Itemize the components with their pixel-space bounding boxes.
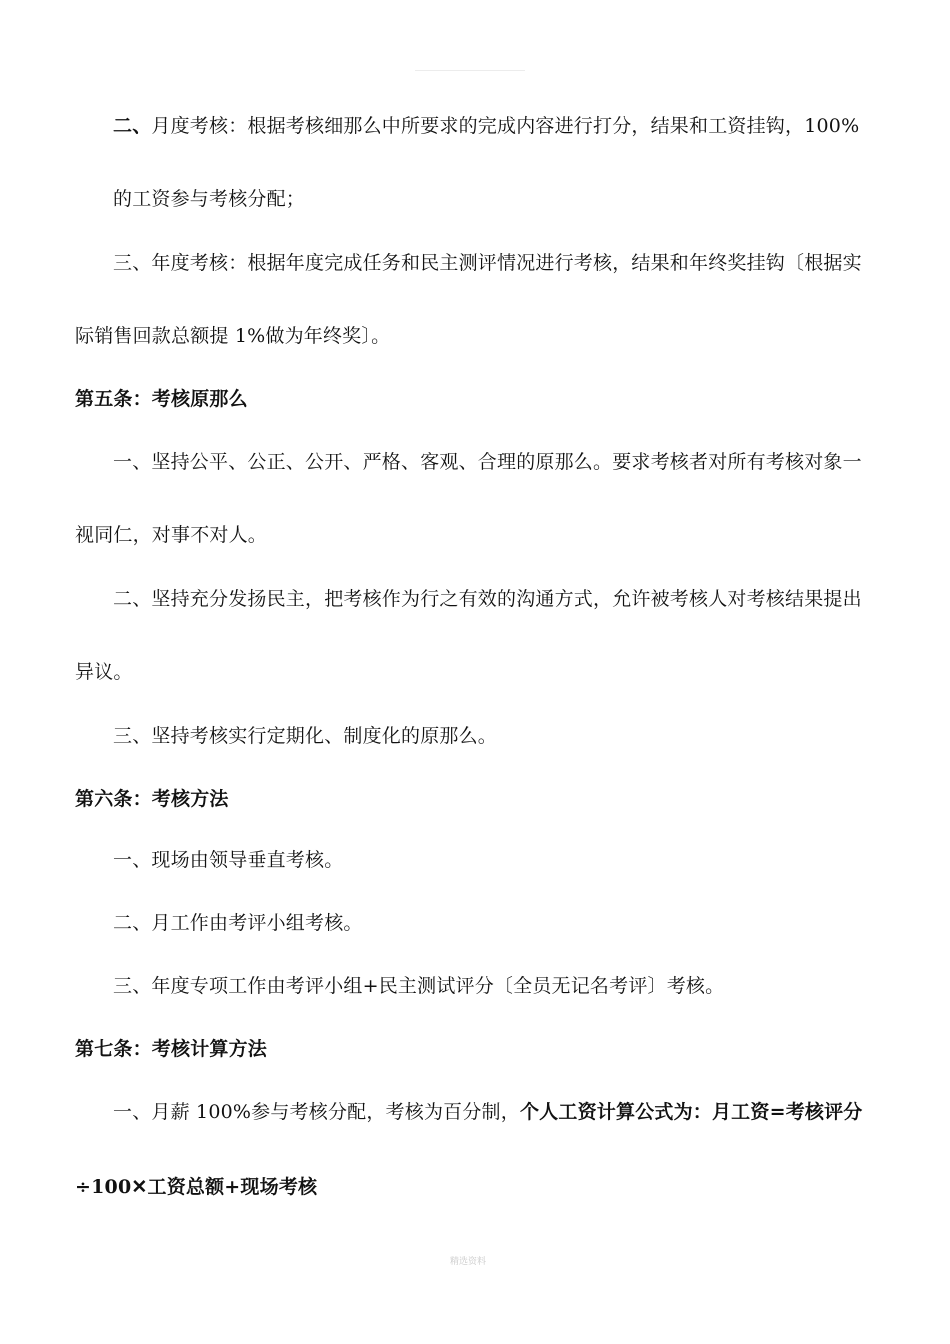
list-number: 二、 — [113, 115, 152, 137]
footer-watermark: 精选资料 — [450, 1257, 487, 1267]
paragraph-method-2: 二、月工作由考评小组考核。 — [113, 912, 363, 934]
heading-article-6: 第六条：考核方法 — [75, 788, 229, 810]
heading-article-7: 第七条：考核计算方法 — [75, 1038, 268, 1060]
paragraph-annual-review-line1: 三、年度考核：根据年度完成任务和民主测评情况进行考核，结果和年终奖挂钩〔根据实 — [113, 252, 862, 274]
paragraph-principle-1-line1: 一、坚持公平、公正、公开、严格、客观、合理的原那么。要求考核者对所有考核对象一 — [113, 451, 862, 473]
paragraph-monthly-review-line1 — [113, 113, 859, 139]
salary-formula-start: 个人工资计算公式为：月工资=考核评分 — [519, 1101, 863, 1123]
paragraph-principle-1-line2: 视同仁，对事不对人。 — [75, 524, 268, 546]
paragraph-calculation-line1 — [113, 1099, 863, 1125]
paragraph-method-1: 一、现场由领导垂直考核。 — [113, 849, 344, 871]
paragraph-principle-2-line2: 异议。 — [75, 661, 133, 683]
paragraph-calculation-line2: ÷100✕工资总额+现场考核 — [75, 1176, 318, 1198]
header-rule — [415, 70, 525, 71]
calculation-intro: 一、月薪 100%参与考核分配，考核为百分制， — [113, 1101, 520, 1123]
paragraph-annual-review-line2: 际销售回款总额提 1%做为年终奖〕。 — [75, 325, 391, 347]
heading-article-5: 第五条：考核原那么 — [75, 388, 248, 410]
paragraph-method-3: 三、年度专项工作由考评小组+民主测试评分〔全员无记名考评〕考核。 — [113, 975, 725, 997]
paragraph-monthly-review-line2: 的工资参与考核分配； — [113, 188, 306, 210]
paragraph-principle-3: 三、坚持考核实行定期化、制度化的原那么。 — [113, 725, 498, 747]
paragraph-principle-2-line1: 二、坚持充分发扬民主，把考核作为行之有效的沟通方式，允许被考核人对考核结果提出 — [113, 588, 862, 610]
monthly-review-text: 月度考核：根据考核细那么中所要求的完成内容进行打分，结果和工资挂钩，100% — [151, 115, 860, 137]
